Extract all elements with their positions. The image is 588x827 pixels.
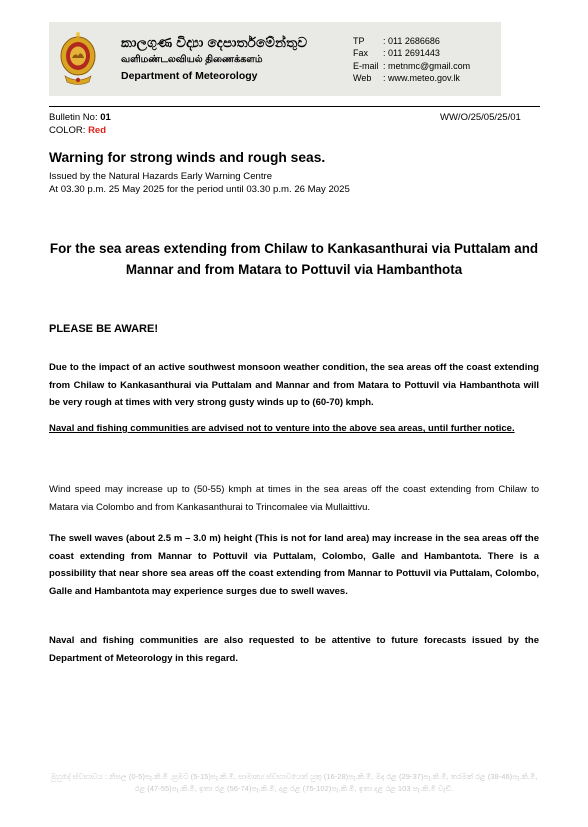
attentive-paragraph: Naval and fishing communities are also requested to be attentive to future forecasts issued by the Department of Meteorology in this regard. — [49, 635, 539, 664]
bulletin-number — [49, 111, 111, 124]
contact-label: Web — [353, 73, 372, 84]
org-name-english: Department of Meteorology — [121, 70, 258, 82]
header-divider — [49, 106, 540, 107]
sri-lanka-emblem-icon — [59, 30, 97, 86]
bulletin-color-value: Red — [88, 125, 107, 136]
contact-email — [353, 60, 470, 72]
swell-paragraph: The swell waves (about 2.5 m – 3.0 m) height (This is not for land area) may increase in the sea areas off the coast extending from Mannar to Pottuvil via Puttalam, Colombo, Galle and Hambantota. There is a possibility that near shore sea areas off the coast extending from Mannar to Pottuvil via Puttalam, Colombo, Galle and Hambantota may experience surges due to swell waves. — [49, 533, 539, 597]
contact-label: Fax — [353, 48, 369, 59]
issued-at: At 03.30 p.m. 25 May 2025 for the period until 03.30 p.m. 26 May 2025 — [49, 184, 350, 195]
contact-label: TP — [353, 36, 365, 46]
contact-web — [353, 72, 470, 84]
bulletin-color-label: COLOR: — [49, 125, 89, 136]
contact-fax — [353, 47, 470, 59]
impact-paragraph: Due to the impact of an active southwest monsoon weather condition, the sea areas off the coast extending from Chilaw to Kankasanthurai via Puttalam and Mannar and from Matara to Pottuvil via Hambanthota will be very rough at times with very strong gusty winds up to (60-70) kmph. — [49, 362, 539, 408]
advisory-paragraph: Naval and fishing communities are advised not to venture into the above sea areas, until further notice. — [49, 423, 515, 434]
contact-value[interactable]: : www.meteo.gov.lk — [383, 73, 460, 84]
contact-tp — [353, 35, 470, 47]
contact-value: : 011 2691443 — [383, 48, 440, 59]
bulletin-number-label: Bulletin No: — [49, 112, 101, 123]
bulletin-color — [49, 124, 111, 137]
bulletin-reference: WW/O/25/05/25/01 — [440, 112, 521, 123]
letterhead — [49, 22, 501, 96]
warning-issuer — [49, 170, 350, 196]
bulletin-number-value: 01 — [100, 112, 111, 123]
contact-label: E-mail — [353, 60, 379, 71]
contact-value[interactable]: : metnmc@gmail.com — [383, 60, 471, 71]
be-aware-heading: PLEASE BE AWARE! — [49, 323, 158, 335]
bulletin-info — [49, 111, 111, 137]
org-name-sinhala: කාලගුණ විද්‍යා දෙපාර්තමේන්තුව — [121, 35, 308, 50]
wind-speed-paragraph: Wind speed may increase up to (50-55) kmph at times in the sea areas off the coast extending from Chilaw to Matara via Colombo and from Kankasanthurai to Trincomalee via Mullaittivu. — [49, 484, 539, 513]
contact-value: : 011 2686686 — [383, 36, 440, 46]
sea-state-footer-note: මුහුදේ ස්වභාවය : නිසල (0-5)පැ.කි.මී ,සුමට (5-15)පැ.කි.මී, සාමාන්‍ය ස්වභාවයෙන් යුතු (16-28)පැ.කි.මී, මද රළ (29-37)පැ.කි.මී, තරමක් රළ (38-46)පැ.කි.මී, රළ (47-55)පැ.කි.මී, ඉතා රළ (56-74)පැ.කි.මී, දළ රළ (75-102)පැ.කි.මී, ඉතා දළ රළ 103 පැ.කි.මී වැඩි. — [50, 772, 538, 793]
sea-areas-heading: For the sea areas extending from Chilaw to Kankasanthurai via Puttalam and Mannar and from Matara to Pottuvil via Hambanthota — [49, 241, 539, 277]
organization-names — [121, 34, 307, 84]
issued-by: Issued by the Natural Hazards Early Warning Centre — [49, 171, 273, 182]
contact-details — [353, 35, 470, 85]
org-name-tamil: வளிமண்டலவியல் திணைக்களம் — [121, 54, 263, 65]
warning-title: Warning for strong winds and rough seas. — [49, 150, 326, 165]
